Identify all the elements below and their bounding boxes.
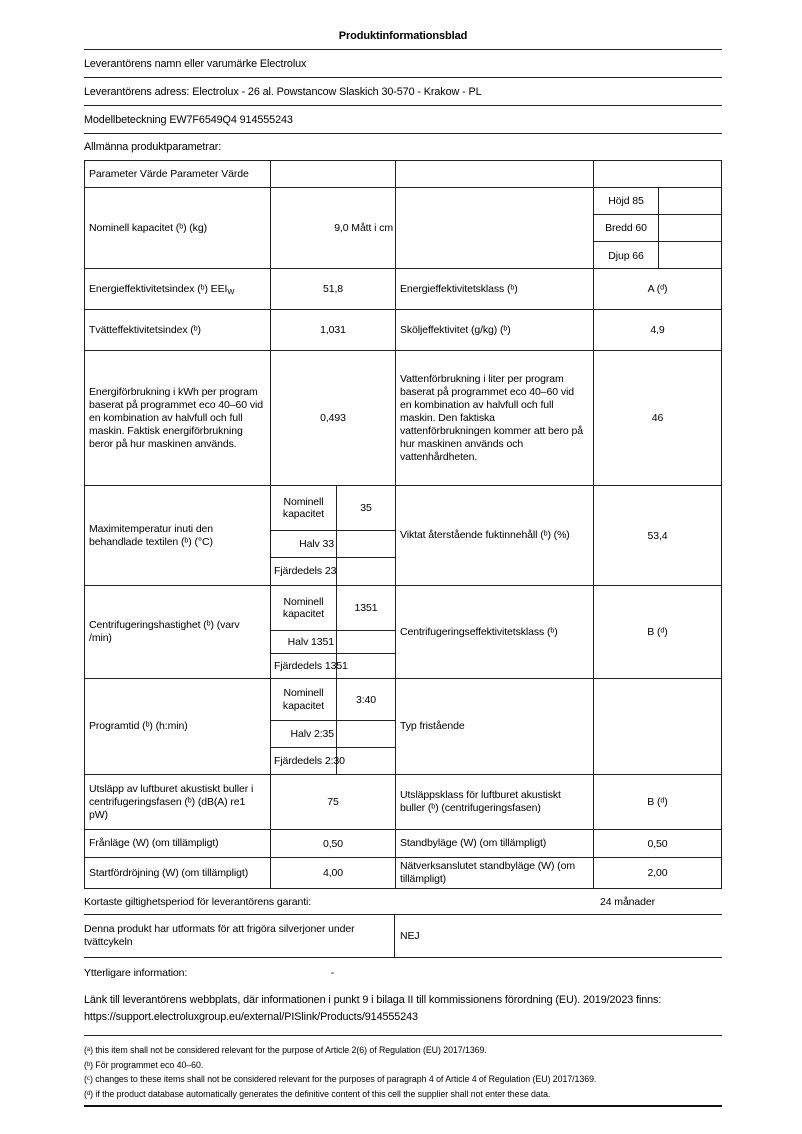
warranty-value: 24 månader — [600, 895, 656, 908]
row-energy-efficiency — [85, 269, 721, 310]
supplier-name-row — [84, 50, 722, 78]
dimensions-cell — [594, 188, 721, 268]
max-temp-subtable — [271, 486, 396, 585]
water-consumption-label: Vattenförbrukning i liter per program baserat på programmet eco 40–60 vid en kombination av halvfull och full maskin. Den faktiska vattenförbrukningen kommer att bero på hur maskinen används och vattenhårdheten. — [396, 351, 594, 485]
empty-cell — [337, 748, 395, 774]
supplier-link-url: https://support.electroluxgroup.eu/external/PISlink/Products/914555243 — [84, 1011, 418, 1023]
document-content — [84, 0, 722, 1107]
rinse-value: 4,9 — [650, 324, 665, 336]
empty-cell — [659, 215, 721, 241]
dimension-row — [594, 242, 721, 269]
moisture-value: 53,4 — [647, 529, 668, 542]
supplier-link-paragraph — [84, 992, 722, 1026]
dimension-height: Höjd 85 — [594, 188, 659, 214]
supplier-address-text: Leverantörens adress: Electrolux - 26 al. Powstancow Slaskich 30-570 - Krakow - PL — [84, 85, 482, 98]
program-time-subtable — [271, 679, 396, 774]
empty-cell — [337, 531, 395, 557]
noise-value: 75 — [271, 775, 396, 829]
footnote-a: (ᵃ) this item shall not be considered relevant for the purpose of Article 2(6) of Regulation (EU) 2017/1369. — [84, 1045, 487, 1055]
sub-nominal-value: 1351 — [354, 602, 378, 614]
row-spin-speed — [85, 586, 721, 679]
sub-nominal-value: 3:40 — [355, 693, 377, 706]
row-delay-start — [85, 858, 721, 888]
general-parameters-heading: Allmänna produktparametrar: — [84, 141, 222, 153]
sub-quarter-value: Fjärdedels 1351 — [271, 654, 337, 678]
warranty-label: Kortaste giltighetsperiod för leverantörens garanti: — [84, 895, 312, 908]
noise-class-label: Utsläppsklass för luftburet akustiskt buller (ᵇ) (centrifugeringsfasen) — [396, 775, 594, 829]
wash-index-value: 1,031 — [271, 310, 396, 350]
standby-label: Standbyläge (W) (om tillämpligt) — [396, 830, 594, 857]
dimension-row — [594, 188, 721, 215]
sub-half-value: Halv 2:35 — [271, 721, 337, 747]
footnotes — [84, 1036, 722, 1101]
row-capacity — [85, 188, 721, 269]
page-title: Produktinformationsblad — [84, 0, 722, 50]
sub-row-nominal — [271, 486, 395, 531]
row-program-time — [85, 679, 721, 775]
dimension-depth: Djup 66 — [594, 242, 659, 269]
moisture-label: Viktat återstående fuktinnehåll (ᵇ) (%) — [396, 486, 594, 585]
empty-cell — [594, 161, 721, 187]
noise-label: Utsläpp av luftburet akustiskt buller i centrifugeringsfasen (ᵇ) (dB(A) re1 pW) — [85, 775, 271, 829]
type-label: Typ fristående — [396, 679, 594, 774]
sub-nominal-value: 35 — [360, 502, 372, 514]
sub-nominal-label: Nominell kapacitet — [271, 679, 337, 720]
networked-standby-label: Nätverksanslutet standbyläge (W) (om tillämpligt) — [396, 858, 594, 888]
spin-class-value: B (ᵈ) — [647, 626, 668, 638]
energy-consumption-value: 0,493 — [271, 351, 396, 485]
capacity-label: Nominell kapacitet (ᵇ) (kg) — [85, 188, 271, 268]
sub-row-quarter — [271, 558, 395, 585]
delay-start-value: 4,00 — [271, 858, 396, 888]
sub-row-half — [271, 531, 395, 558]
rinse-label: Sköljeffektivitet (g/kg) (ᵇ) — [396, 310, 594, 350]
sub-nominal-label: Nominell kapacitet — [271, 486, 337, 530]
eei-label — [85, 269, 271, 309]
supplier-name-text: Leverantörens namn eller varumärke Electrolux — [84, 57, 307, 70]
noise-class-value: B (ᵈ) — [647, 796, 668, 808]
off-mode-value: 0,50 — [271, 830, 396, 857]
bottom-rule — [84, 1105, 722, 1107]
row-silver-ions — [84, 915, 722, 958]
wash-index-label: Tvätteffektivitetsindex (ᵇ) — [85, 310, 271, 350]
sub-quarter-value: Fjärdedels 23 — [271, 558, 337, 585]
sub-row-half — [271, 631, 395, 654]
empty-cell — [396, 188, 594, 268]
sub-quarter-value: Fjärdedels 2:30 — [271, 748, 337, 774]
row-consumption — [85, 351, 721, 486]
row-additional-info — [84, 958, 722, 987]
sub-row-quarter — [271, 748, 395, 774]
row-noise — [85, 775, 721, 830]
eei-label-text: Energieffektivitetsindex (ᵇ) EEI — [89, 282, 228, 295]
max-temp-label: Maximitemperatur inuti den behandlade textilen (ᵇ) (°C) — [85, 486, 271, 585]
footnote-c: (ᶜ) changes to these items shall not be considered relevant for the purposes of paragraph 4 of Article 4 of Regulation (EU) 2017/1369. — [84, 1074, 597, 1084]
networked-standby-value: 2,00 — [647, 867, 668, 879]
additional-info-label: Ytterligare information: — [84, 966, 188, 979]
sub-row-half — [271, 721, 395, 748]
eei-value: 51,8 — [271, 269, 396, 309]
spin-speed-label: Centrifugeringshastighet (ᵇ) (varv /min) — [85, 586, 271, 678]
model-identifier-text: Modellbeteckning EW7F6549Q4 914555243 — [84, 113, 293, 126]
sub-row-nominal — [271, 679, 395, 721]
empty-cell — [271, 161, 396, 187]
sub-nominal-label: Nominell kapacitet — [271, 586, 337, 630]
footnote-b: (ᵇ) För programmet eco 40–60. — [84, 1059, 204, 1070]
row-warranty — [84, 889, 722, 915]
row-off-mode — [85, 830, 721, 858]
spin-class-label: Centrifugeringseffektivitetsklass (ᵇ) — [396, 586, 594, 678]
empty-cell — [396, 161, 594, 187]
sub-half-value: Halv 1351 — [271, 631, 337, 653]
delay-start-label: Startfördröjning (W) (om tillämpligt) — [85, 858, 271, 888]
spin-speed-subtable — [271, 586, 396, 678]
dimension-width: Bredd 60 — [594, 215, 659, 241]
footnote-d: (ᵈ) if the product database automatically generates the definitive content of this cell the supplier shall not enter these data. — [84, 1088, 551, 1099]
empty-cell — [337, 654, 395, 678]
silver-ions-value: NEJ — [400, 930, 420, 942]
off-mode-label: Frånläge (W) (om tillämpligt) — [85, 830, 271, 857]
capacity-value: 9,0 Mått i cm — [271, 188, 396, 268]
energy-class-label: Energieffektivitetsklass (ᵇ) — [396, 269, 594, 309]
dimension-row — [594, 215, 721, 242]
table-header-cell: Parameter Värde Parameter Värde — [85, 161, 271, 187]
additional-info-value: - — [330, 966, 335, 979]
program-time-label: Programtid (ᵇ) (h:min) — [85, 679, 271, 774]
supplier-link-text: Länk till leverantörens webbplats, där informationen i punkt 9 i bilaga II till kommissionens förordning (EU). 2019/2023 finns: — [84, 994, 662, 1006]
energy-consumption-label: Energiförbrukning i kWh per program baserat på programmet eco 40–60 vid en kombination av halvfull och full maskin. Faktisk energiförbrukning beror på hur maskinen används. — [85, 351, 271, 485]
sub-row-nominal — [271, 586, 395, 631]
water-consumption-value: 46 — [651, 412, 664, 424]
empty-cell — [594, 679, 721, 774]
empty-cell — [337, 721, 395, 747]
table-header-row — [85, 161, 721, 188]
energy-class-value: A (ᵈ) — [647, 283, 668, 295]
sub-row-quarter — [271, 654, 395, 678]
model-identifier-row — [84, 106, 722, 134]
eei-subscript: W — [227, 287, 235, 296]
row-wash-index — [85, 310, 721, 351]
sub-half-value: Halv 33 — [271, 531, 337, 557]
empty-cell — [659, 242, 721, 269]
empty-cell — [659, 188, 721, 214]
parameters-table — [84, 160, 722, 889]
silver-ions-label: Denna produkt har utformats för att frigöra silverjoner under tvättcykeln — [84, 915, 395, 957]
empty-cell — [337, 631, 395, 653]
supplier-address-row — [84, 78, 722, 106]
standby-value: 0,50 — [647, 837, 668, 850]
row-max-temperature — [85, 486, 721, 586]
empty-cell — [337, 558, 395, 585]
